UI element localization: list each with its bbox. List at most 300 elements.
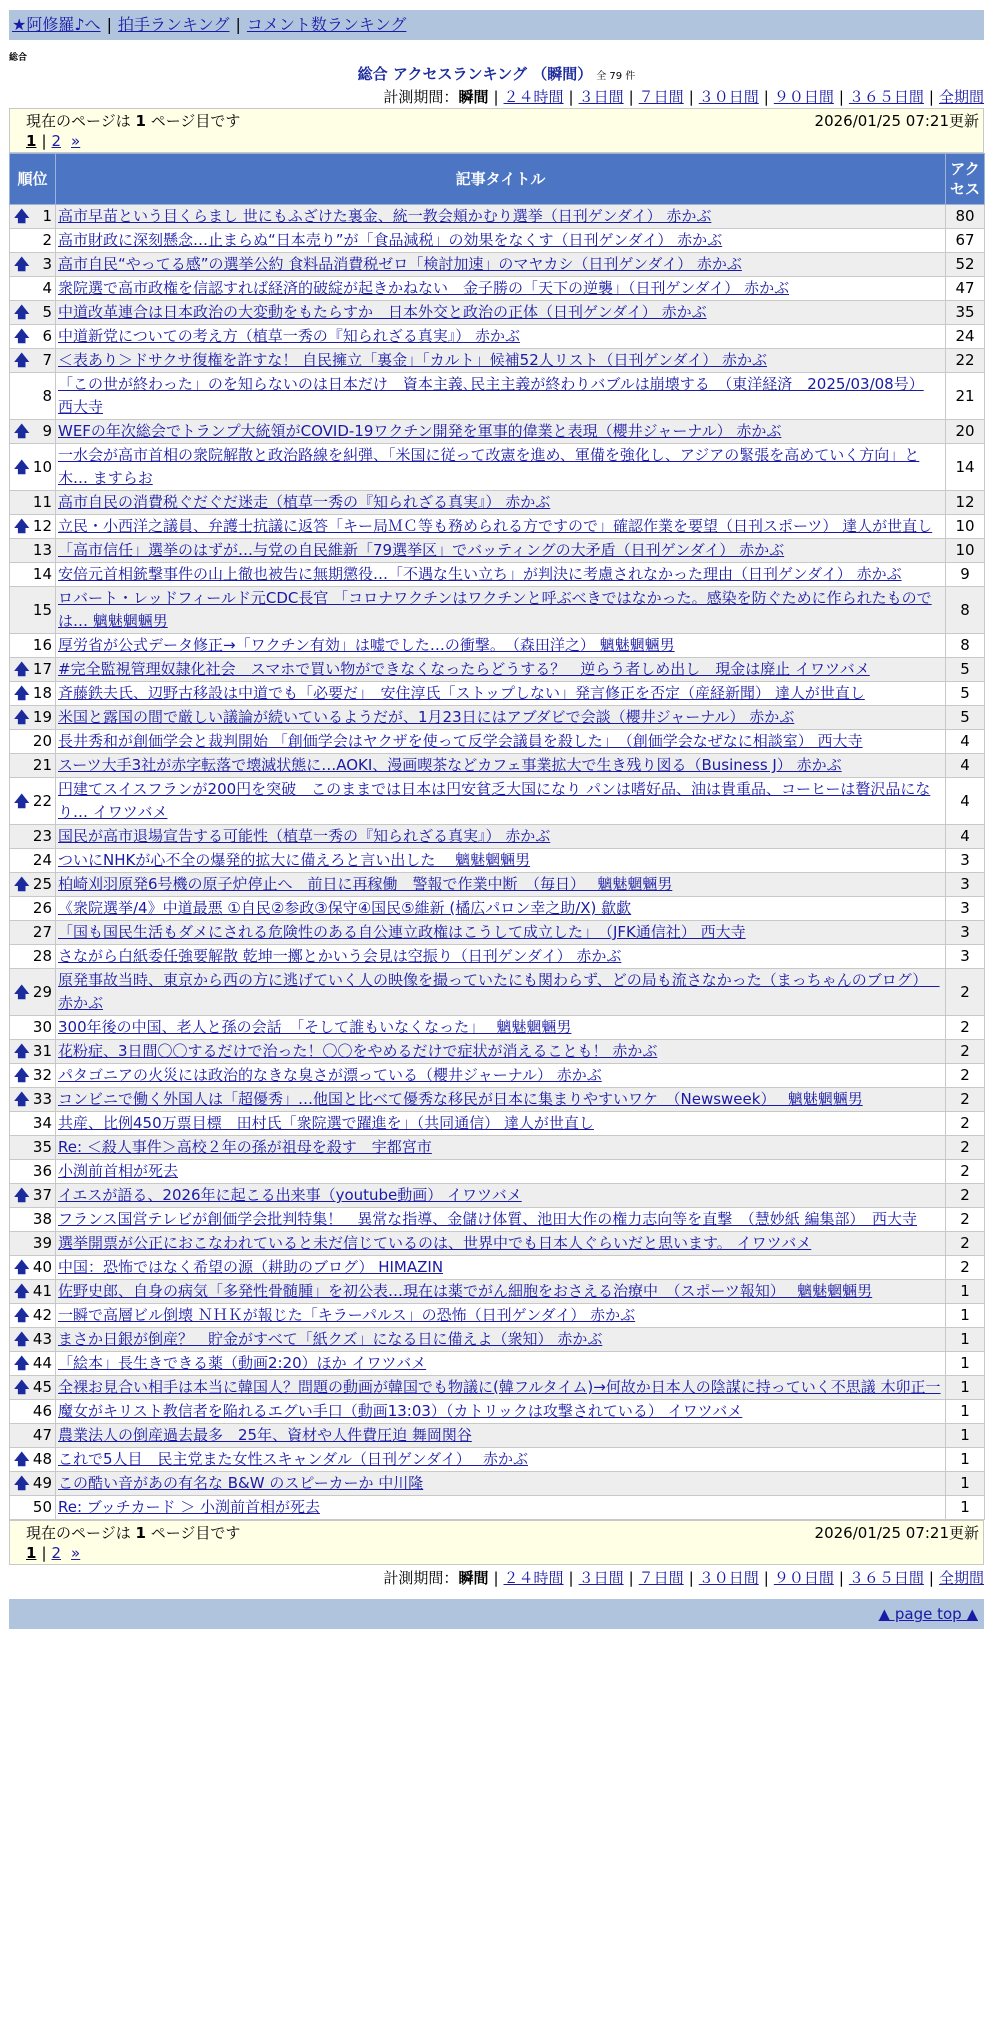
title-cell	[56, 325, 946, 349]
title-cell	[56, 539, 946, 563]
table-row	[10, 563, 985, 587]
period-link[interactable]: ７日間	[638, 1569, 684, 1587]
title-cell	[56, 1424, 946, 1448]
table-row	[10, 1088, 985, 1112]
page-top-link[interactable]: ▲ page top ▲	[878, 1605, 978, 1623]
page-2-link[interactable]: 2	[51, 1544, 62, 1562]
article-title-link[interactable]: 共産、比例450万票目標 田村氏「衆院選で躍進を」（共同通信） 達人が世直し	[58, 1114, 594, 1132]
period-link[interactable]: ３日間	[578, 1569, 624, 1587]
title-cell	[56, 515, 946, 539]
title-cell	[56, 1448, 946, 1472]
article-title-link[interactable]: Re: ブッチカード ＞ 小渕前首相が死去	[58, 1498, 320, 1516]
table-row	[10, 1040, 985, 1064]
rank-cell	[10, 945, 56, 969]
period-selector-top	[9, 86, 984, 108]
table-row	[10, 205, 985, 229]
access-count-cell: 1	[946, 1352, 985, 1376]
rank-up-arrow-icon: 🡅	[14, 1090, 30, 1108]
title-cell	[56, 205, 946, 229]
page-separator: |	[41, 1544, 47, 1562]
title-cell	[56, 229, 946, 253]
rank-cell	[10, 301, 56, 325]
period-link[interactable]: ９０日間	[773, 88, 834, 106]
table-row	[10, 1352, 985, 1376]
rank-cell	[10, 563, 56, 587]
rank-number: 2	[42, 231, 52, 249]
access-count-cell: 14	[946, 444, 985, 491]
rank-number: 45	[32, 1378, 52, 1396]
period-link[interactable]: ２４時間	[503, 88, 564, 106]
article-title-link[interactable]: 《衆院選挙/4》中道最悪 ①自民②参政③保守④国民⑤維新 (橘広パロン幸之助/X) 歙歔	[58, 899, 632, 917]
rank-up-arrow-icon: 🡅	[14, 1450, 30, 1468]
rank-number: 7	[42, 351, 52, 369]
current-page-text	[26, 1523, 240, 1543]
table-row	[10, 1424, 985, 1448]
rank-column-header: 順位	[10, 154, 56, 205]
access-count-cell: 4	[946, 754, 985, 778]
rank-up-arrow-icon: 🡅	[14, 1066, 30, 1084]
article-title-link[interactable]: 一瞬で高層ビル倒壊 ＮＨＫが報じた「キラーパルス」の恐怖（日刊ゲンダイ） 赤かぶ	[58, 1306, 636, 1324]
rank-number: 44	[32, 1354, 52, 1372]
rank-up-arrow-icon: 🡅	[14, 1282, 30, 1300]
period-link[interactable]: 全期間	[938, 1569, 984, 1587]
rank-cell	[10, 921, 56, 945]
period-selector-bottom	[9, 1567, 984, 1589]
access-count-cell: 5	[946, 658, 985, 682]
page-1-current: 1	[26, 132, 37, 150]
title-cell	[56, 658, 946, 682]
table-row	[10, 587, 985, 634]
table-row	[10, 1184, 985, 1208]
article-title-link[interactable]: 全裸お見合い相手は本当に韓国人？問題の動画が韓国でも物議に(韓フルタイム)→何故か日本人の陰謀に持っていく不思議 木卯正一	[58, 1378, 941, 1396]
access-count-cell: 8	[946, 587, 985, 634]
access-count-cell: 1	[946, 1304, 985, 1328]
access-count-cell: 3	[946, 921, 985, 945]
rank-up-arrow-icon: 🡅	[14, 982, 30, 1001]
rank-cell	[10, 1376, 56, 1400]
page-info-row	[26, 1523, 979, 1543]
ranking-title: 総合 アクセスランキング （瞬間）	[357, 65, 593, 83]
title-cell	[56, 1256, 946, 1280]
pagination	[26, 131, 979, 151]
access-count-cell: 67	[946, 229, 985, 253]
rank-number: 25	[32, 875, 52, 893]
rank-number: 4	[42, 279, 52, 297]
access-count-cell: 22	[946, 349, 985, 373]
rank-number: 29	[32, 982, 52, 1001]
article-title-link[interactable]: ＜表あり＞ドサクサ復権を許すな！ 自民擁立「裏金」「カルト」候補52人リスト（日刊ゲンダイ） 赤かぶ	[58, 351, 768, 369]
period-label: 計測期間：	[383, 88, 459, 106]
access-count-cell: 2	[946, 1064, 985, 1088]
title-cell	[56, 969, 946, 1016]
title-cell	[56, 1496, 946, 1520]
title-cell	[56, 587, 946, 634]
page-title	[9, 62, 984, 86]
title-cell	[56, 1064, 946, 1088]
rank-up-arrow-icon: 🡅	[14, 457, 30, 476]
article-title-link[interactable]: 佐野史郎、自身の病気「多発性骨髄腫」を初公表…現在は薬でがん細胞をおさえる治療中 （スポーツ報知） 魑魅魍魎男	[58, 1282, 873, 1300]
access-count-cell: 35	[946, 301, 985, 325]
comment-ranking-link[interactable]: コメント数ランキング	[246, 15, 407, 34]
article-title-link[interactable]: まさか日銀が倒産？ 貯金がすべて「紙クズ」になる日に備えよ（衆知） 赤かぶ	[58, 1330, 603, 1348]
nav-separator: |	[235, 15, 241, 34]
article-title-link[interactable]: 厚労省が公式データ修正→「ワクチン有効」は嘘でした…の衝撃。 （森田洋之） 魑魅魍魎男	[58, 636, 675, 654]
title-cell	[56, 706, 946, 730]
table-row	[10, 634, 985, 658]
article-title-link[interactable]: 柏崎刈羽原発6号機の原子炉停止へ 前日に再稼働 警報で作業中断 （毎日） 魑魅魍魎男	[58, 875, 673, 893]
title-cell	[56, 730, 946, 754]
title-cell	[56, 301, 946, 325]
rank-cell	[10, 1160, 56, 1184]
article-title-link[interactable]: 中国：恐怖ではなく希望の源（耕助のブログ） HIMAZIN	[58, 1258, 444, 1276]
rank-number: 34	[32, 1114, 52, 1132]
table-row	[10, 420, 985, 444]
rank-cell	[10, 444, 56, 491]
home-link[interactable]: ★阿修羅♪へ	[12, 15, 101, 34]
rank-cell	[10, 730, 56, 754]
table-row	[10, 682, 985, 706]
period-current: 瞬間	[458, 88, 489, 106]
access-count-cell: 8	[946, 634, 985, 658]
article-title-link[interactable]: 小渕前首相が死去	[58, 1162, 179, 1180]
updated-timestamp: 2026/01/25 07:21更新	[814, 112, 979, 130]
table-row	[10, 1304, 985, 1328]
table-row	[10, 754, 985, 778]
rank-number: 35	[32, 1138, 52, 1156]
access-count-cell: 4	[946, 778, 985, 825]
article-title-link[interactable]: ついにNHKが心不全の爆発的拡大に備えろと言い出した 魑魅魍魎男	[58, 851, 531, 869]
article-title-link[interactable]: ロバート・レッドフィールド元CDC長官 「コロナワクチンはワクチンと呼ぶべきではなかった。感染を防ぐために作られたものでは… 魑魅魍魎男	[58, 589, 932, 630]
current-page-pre: 現在のページは	[26, 1524, 131, 1542]
access-count-cell: 1	[946, 1280, 985, 1304]
title-cell	[56, 349, 946, 373]
title-cell	[56, 1160, 946, 1184]
title-cell	[56, 1208, 946, 1232]
rank-up-arrow-icon: 🡅	[14, 1258, 30, 1276]
article-title-link[interactable]: 一水会が高市首相の衆院解散と政治路線を糾弾、「米国に従って改憲を進め、軍備を強化し、アジアの緊張を高めていく方向」と木… ますらお	[58, 446, 920, 487]
table-row	[10, 1208, 985, 1232]
period-separator: |	[493, 1569, 499, 1587]
rank-cell	[10, 229, 56, 253]
table-row	[10, 1016, 985, 1040]
rank-up-arrow-icon: 🡅	[14, 1330, 30, 1348]
article-title-link[interactable]: 「この世が終わった」のを知らないのは日本だけ 資本主義､民主主義が終わりバブルは崩壊する （東洋経済 2025/03/08号） 西大寺	[58, 375, 924, 416]
rank-cell	[10, 1352, 56, 1376]
table-row	[10, 873, 985, 897]
access-count-cell: 1	[946, 1376, 985, 1400]
access-count-cell: 2	[946, 1136, 985, 1160]
rank-up-arrow-icon: 🡅	[14, 303, 30, 321]
rank-number: 33	[32, 1090, 52, 1108]
rank-cell	[10, 420, 56, 444]
article-title-link[interactable]: 斉藤鉄夫氏、辺野古移設は中道でも「必要だ」 安住淳氏「ストップしない」発言修正を否定（産経新聞） 達人が世直し	[58, 684, 865, 702]
rank-cell	[10, 1496, 56, 1520]
access-count-cell: 21	[946, 373, 985, 420]
rank-up-arrow-icon: 🡅	[14, 327, 30, 345]
article-title-link[interactable]: 農業法人の倒産過去最多 25年、資材や人件費圧迫 舞岡関谷	[58, 1426, 472, 1444]
rank-number: 31	[32, 1042, 52, 1060]
access-count-cell: 20	[946, 420, 985, 444]
rank-up-arrow-icon: 🡅	[14, 1354, 30, 1372]
rank-cell	[10, 634, 56, 658]
rank-number: 23	[32, 827, 52, 845]
title-cell	[56, 1184, 946, 1208]
current-page-pre: 現在のページは	[26, 112, 131, 130]
period-label: 計測期間：	[383, 1569, 459, 1587]
rank-cell	[10, 1040, 56, 1064]
title-cell	[56, 563, 946, 587]
article-title-link[interactable]: 長井秀和が創価学会と裁判開始 「創価学会はヤクザを使って反学会議員を殺した」 （創価学会なぜなに相談室） 西大寺	[58, 732, 863, 750]
article-title-link[interactable]: パタゴニアの火災には政治的なきな臭さが漂っている（櫻井ジャーナル） 赤かぶ	[58, 1066, 602, 1084]
table-row	[10, 349, 985, 373]
article-title-link[interactable]: コンビニで働く外国人は「超優秀」…他国と比べて優秀な移民が日本に集まりやすいワケ （Newsweek） 魑魅魍魎男	[58, 1090, 863, 1108]
article-title-link[interactable]: 立民・小西洋之議員、弁護士抗議に返答「キー局ＭＣ等も務められる方ですので」確認作業を要望（日刊スポーツ） 達人が世直し	[58, 517, 933, 535]
rank-cell	[10, 253, 56, 277]
rank-number: 37	[32, 1186, 52, 1204]
rank-number: 46	[32, 1402, 52, 1420]
article-title-link[interactable]: 「高市信任」選挙のはずが…与党の自民維新「79選挙区」でバッティングの大矛盾（日刊ゲンダイ） 赤かぶ	[58, 541, 785, 559]
rank-number: 15	[32, 600, 52, 619]
title-cell	[56, 444, 946, 491]
title-cell	[56, 277, 946, 301]
next-page-link[interactable]: »	[71, 132, 81, 150]
rank-cell	[10, 1208, 56, 1232]
rank-cell	[10, 1232, 56, 1256]
access-count-cell: 1	[946, 1424, 985, 1448]
rank-cell	[10, 1184, 56, 1208]
article-title-link[interactable]: 中道新党についての考え方（植草一秀の『知られざる真実』） 赤かぶ	[58, 327, 520, 345]
rank-number: 40	[32, 1258, 52, 1276]
rank-number: 47	[32, 1426, 52, 1444]
clap-ranking-link[interactable]: 拍手ランキング	[117, 15, 230, 34]
rank-number: 13	[32, 541, 52, 559]
access-count-cell: 1	[946, 1400, 985, 1424]
rank-number: 43	[32, 1330, 52, 1348]
article-title-link[interactable]: 円建てスイスフランが200円を突破 このままでは日本は円安貧乏大国になり パンは嗜好品、油は貴重品、コーヒーは贅沢品になり… イワツバメ	[58, 780, 931, 821]
rank-number: 3	[42, 255, 52, 273]
title-cell	[56, 1232, 946, 1256]
table-row	[10, 373, 985, 420]
article-title-link[interactable]: 「国も国民生活もダメにされる危険性のある自公連立政権はこうして成立した」 （JFK通信社） 西大寺	[58, 923, 746, 941]
period-link[interactable]: 全期間	[938, 88, 984, 106]
rank-number: 16	[32, 636, 52, 654]
rank-up-arrow-icon: 🡅	[14, 875, 30, 893]
access-count-cell: 3	[946, 849, 985, 873]
rank-cell	[10, 897, 56, 921]
rank-cell	[10, 1088, 56, 1112]
table-header-row	[10, 154, 985, 205]
table-row	[10, 229, 985, 253]
table-row	[10, 730, 985, 754]
title-cell	[56, 1280, 946, 1304]
title-cell	[56, 873, 946, 897]
rank-cell	[10, 277, 56, 301]
rank-cell	[10, 754, 56, 778]
rank-number: 21	[32, 756, 52, 774]
rank-up-arrow-icon: 🡅	[14, 255, 30, 273]
article-title-link[interactable]: 魔女がキリスト教信者を陥れるエグい手口（動画13:03）（カトリックは攻撃されている） イワツバメ	[58, 1402, 743, 1420]
title-cell	[56, 1112, 946, 1136]
page-info-top	[9, 108, 984, 153]
title-cell	[56, 825, 946, 849]
pagination	[26, 1543, 979, 1563]
table-row	[10, 301, 985, 325]
article-title-link[interactable]: #完全監視管理奴隷化社会 スマホで買い物ができなくなったらどうする？ 逆らう者しめ出し 現金は廃止 イワツバメ	[58, 660, 870, 678]
period-separator: |	[568, 1569, 574, 1587]
rank-cell	[10, 325, 56, 349]
rank-number: 8	[42, 386, 52, 405]
access-count-cell: 4	[946, 825, 985, 849]
article-title-link[interactable]: 原発事故当時、東京から西の方に逃げていく人の映像を撮っていたにも関わらず、どの局も流さなかった（まっちゃんのブログ） 赤かぶ	[58, 971, 940, 1012]
rank-up-arrow-icon: 🡅	[14, 684, 30, 702]
access-count-cell: 47	[946, 277, 985, 301]
article-title-link[interactable]: 選挙開票が公正におこなわれていると未だ信じているのは、世界中でも日本人ぐらいだと思います。 イワツバメ	[58, 1234, 812, 1252]
rank-number: 22	[32, 791, 52, 810]
period-separator: |	[628, 1569, 634, 1587]
article-title-link[interactable]: スーツ大手3社が赤字転落で壊滅状態に…AOKI、漫画喫茶などカフェ事業拡大で生き残り図る（Business J） 赤かぶ	[58, 756, 842, 774]
page-info-bottom	[9, 1520, 984, 1565]
title-cell	[56, 634, 946, 658]
rank-cell	[10, 587, 56, 634]
period-link[interactable]: ３日間	[578, 88, 624, 106]
access-count-cell: 4	[946, 730, 985, 754]
rank-up-arrow-icon: 🡅	[14, 351, 30, 369]
table-row	[10, 1112, 985, 1136]
rank-number: 26	[32, 899, 52, 917]
title-cell	[56, 420, 946, 444]
rank-number: 48	[32, 1450, 52, 1468]
access-count-cell: 10	[946, 539, 985, 563]
article-title-link[interactable]: 高市財政に深刻懸念…止まらぬ“日本売り”が「食品減税」の効果をなくす（日刊ゲンダイ） 赤かぶ	[58, 231, 723, 249]
period-link[interactable]: ３０日間	[698, 1569, 759, 1587]
table-row	[10, 277, 985, 301]
total-count: 全 79 件	[596, 71, 636, 82]
access-count-cell: 3	[946, 945, 985, 969]
period-current: 瞬間	[458, 1569, 489, 1587]
article-title-link[interactable]: さながら白紙委任強要解散 乾坤一擲とかいう会見は空振り（日刊ゲンダイ） 赤かぶ	[58, 947, 622, 965]
article-title-link[interactable]: フランス国営テレビが創価学会批判特集！ 異常な指導、金儲け体質、池田大作の権力志向等を直撃 （慧妙紙 編集部） 西大寺	[58, 1210, 918, 1228]
access-count-cell: 2	[946, 1208, 985, 1232]
article-title-link[interactable]: イエスが語る、2026年に起こる出来事（youtube動画） イワツバメ	[58, 1186, 522, 1204]
title-cell	[56, 1040, 946, 1064]
rank-number: 20	[32, 732, 52, 750]
table-row	[10, 253, 985, 277]
title-cell	[56, 1304, 946, 1328]
period-link[interactable]: ３０日間	[698, 88, 759, 106]
title-cell	[56, 682, 946, 706]
rank-up-arrow-icon: 🡅	[14, 660, 30, 678]
table-row	[10, 1496, 985, 1520]
rank-number: 24	[32, 851, 52, 869]
period-link[interactable]: ２４時間	[503, 1569, 564, 1587]
current-page-post: ページ目です	[150, 112, 241, 130]
rank-number: 19	[32, 708, 52, 726]
access-count-cell: 2	[946, 1040, 985, 1064]
rank-up-arrow-icon: 🡅	[14, 422, 30, 440]
table-row	[10, 849, 985, 873]
access-count-cell: 12	[946, 491, 985, 515]
article-title-link[interactable]: WEFの年次総会でトランプ大統領がCOVID-19ワクチン開発を軍事的偉業と表現（櫻井ジャーナル） 赤かぶ	[58, 422, 782, 440]
article-title-link[interactable]: 衆院選で高市政権を信認すれば経済的破綻が起きかねない 金子勝の「天下の逆襲」（日刊ゲンダイ） 赤かぶ	[58, 279, 790, 297]
rank-cell	[10, 682, 56, 706]
article-title-link[interactable]: 米国と露国の間で厳しい議論が続いているようだが、1月23日にはアブダビで会談（櫻井ジャーナル） 赤かぶ	[58, 708, 795, 726]
title-cell	[56, 754, 946, 778]
article-title-link[interactable]: Re: ＜殺人事件＞高校２年の孫が祖母を殺す 宇都宮市	[58, 1138, 432, 1156]
table-row	[10, 1376, 985, 1400]
article-title-link[interactable]: 高市早苗という目くらまし 世にもふざけた裏金、統一教会頬かむり選挙（日刊ゲンダイ） 赤かぶ	[58, 207, 712, 225]
rank-number: 49	[32, 1474, 52, 1492]
rank-up-arrow-icon: 🡅	[14, 1378, 30, 1396]
period-link[interactable]: ３６５日間	[848, 88, 924, 106]
period-link[interactable]: ７日間	[638, 88, 684, 106]
rank-cell	[10, 1472, 56, 1496]
rank-number: 41	[32, 1282, 52, 1300]
article-title-link[interactable]: 「絵本」長生きできる薬（動画2:20）ほか イワツバメ	[58, 1354, 427, 1372]
period-link[interactable]: ３６５日間	[848, 1569, 924, 1587]
rank-cell	[10, 491, 56, 515]
rank-up-arrow-icon: 🡅	[14, 1474, 30, 1492]
rank-cell	[10, 969, 56, 1016]
article-title-link[interactable]: 高市自民の消費税ぐだぐだ迷走（植草一秀の『知られざる真実』） 赤かぶ	[58, 493, 551, 511]
updated-timestamp: 2026/01/25 07:21更新	[814, 1524, 979, 1542]
access-count-cell: 24	[946, 325, 985, 349]
table-row	[10, 825, 985, 849]
current-page-post: ページ目です	[150, 1524, 241, 1542]
rank-cell	[10, 1424, 56, 1448]
rank-number: 38	[32, 1210, 52, 1228]
rank-cell	[10, 1016, 56, 1040]
rank-up-arrow-icon: 🡅	[14, 1186, 30, 1204]
period-separator: |	[628, 88, 634, 106]
access-column-header: アクセス	[946, 154, 985, 205]
page-2-link[interactable]: 2	[51, 132, 62, 150]
ranking-table-body	[10, 205, 985, 1520]
rank-number: 42	[32, 1306, 52, 1324]
rank-up-arrow-icon: 🡅	[14, 1042, 30, 1060]
rank-cell	[10, 1064, 56, 1088]
period-separator: |	[493, 88, 499, 106]
period-separator: |	[838, 88, 844, 106]
article-title-link[interactable]: 中道改革連合は日本政治の大変動をもたらすか 日本外交と政治の正体（日刊ゲンダイ） 赤かぶ	[58, 303, 707, 321]
title-cell	[56, 921, 946, 945]
table-row	[10, 1160, 985, 1184]
current-page-number: 1	[135, 112, 146, 130]
article-title-link[interactable]: 300年後の中国、老人と孫の会話 「そして誰もいなくなった」 魑魅魍魎男	[58, 1018, 572, 1036]
rank-up-arrow-icon: 🡅	[14, 207, 30, 225]
rank-number: 18	[32, 684, 52, 702]
article-title-link[interactable]: 安倍元首相銃撃事件の山上徹也被告に無期懲役…「不遇な生い立ち」が判決に考慮されなかった理由（日刊ゲンダイ） 赤かぶ	[58, 565, 902, 583]
page-1-current: 1	[26, 1544, 37, 1562]
article-title-link[interactable]: 花粉症、3日間〇〇するだけで治った！〇〇をやめるだけで症状が消えることも！ 赤かぶ	[58, 1042, 658, 1060]
article-title-link[interactable]: 高市自民“やってる感”の選挙公約 食料品消費税ゼロ「検討加速」のマヤカシ（日刊ゲンダイ） 赤かぶ	[58, 255, 742, 273]
access-count-cell: 52	[946, 253, 985, 277]
access-count-cell: 80	[946, 205, 985, 229]
access-count-cell: 1	[946, 1328, 985, 1352]
period-separator: |	[688, 88, 694, 106]
article-title-link[interactable]: この酷い音があの有名な B&W のスピーカーか 中川隆	[58, 1474, 424, 1492]
title-cell	[56, 1376, 946, 1400]
rank-cell	[10, 1304, 56, 1328]
article-title-link[interactable]: これで5人目 民主党また女性スキャンダル（日刊ゲンダイ） 赤かぶ	[58, 1450, 529, 1468]
title-cell	[56, 778, 946, 825]
period-link[interactable]: ９０日間	[773, 1569, 834, 1587]
rank-cell	[10, 539, 56, 563]
access-count-cell: 2	[946, 1232, 985, 1256]
next-page-link[interactable]: »	[71, 1544, 81, 1562]
article-title-link[interactable]: 国民が高市退場宣告する可能性（植草一秀の『知られざる真実』） 赤かぶ	[58, 827, 551, 845]
table-row	[10, 539, 985, 563]
page-info-row	[26, 111, 979, 131]
